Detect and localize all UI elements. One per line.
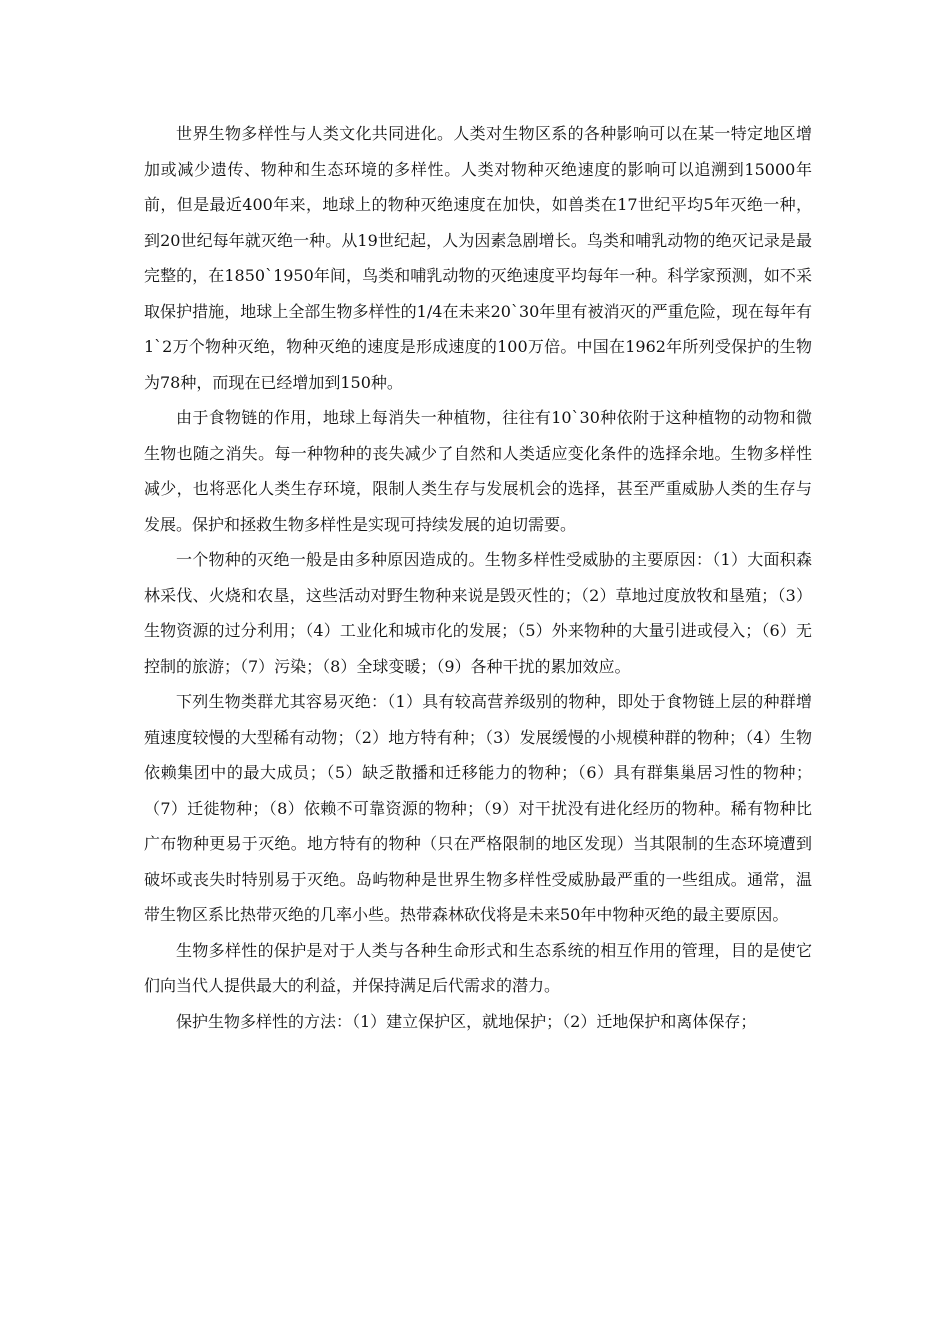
paragraph-6: 保护生物多样性的方法：（1）建立保护区，就地保护；（2）迁地保护和离体保存； bbox=[176, 1011, 757, 1031]
document-body bbox=[144, 116, 812, 1039]
paragraph-5: 生物多样性的保护是对于人类与各种生命形式和生态系统的相互作用的管理，目的是使它们向当代人提供最大的利益，并保持满足后代需求的潜力。 bbox=[144, 940, 812, 995]
paragraph-3: 一个物种的灭绝一般是由多种原因造成的。生物多样性受威胁的主要原因：（1）大面积森林采伐、火烧和农垦，这些活动对野生物种来说是毁灭性的；（2）草地过度放牧和垦殖；（3）生物资源的过分利用；（4）工业化和城市化的发展；（5）外来物种的大量引进或侵入；（6）无控制的旅游；（7）污染；（8）全球变暖；（9）各种干扰的累加效应。 bbox=[144, 550, 812, 676]
paragraph-4: 下列生物类群尤其容易灭绝：（1）具有较高营养级别的物种，即处于食物链上层的种群增殖速度较慢的大型稀有动物；（2）地方特有种；（3）发展缓慢的小规模种群的物种；（4）生物依赖集团中的最大成员；（5）缺乏散播和迁移能力的物种；（6）具有群集巢居习性的物种；（7）迁徙物种；（8）依赖不可靠资源的物种；（9）对干扰没有进化经历的物种。稀有物种比广布物种更易于灭绝。地方特有的物种（只在严格限制的地区发现）当其限制的生态环境遭到破坏或丧失时特别易于灭绝。岛屿物种是世界生物多样性受威胁最严重的一些组成。通常，温带生物区系比热带灭绝的几率小些。热带森林砍伐将是未来50年中物种灭绝的最主要原因。 bbox=[144, 692, 812, 924]
paragraph-1: 世界生物多样性与人类文化共同进化。人类对生物区系的各种影响可以在某一特定地区增加或减少遗传、物种和生态环境的多样性。人类对物种灭绝速度的影响可以追溯到15000年前，但是最近400年来，地球上的物种灭绝速度在加快，如兽类在17世纪平均5年灭绝一种，到20世纪每年就灭绝一种。从19世纪起，人为因素急剧增长。鸟类和哺乳动物的绝灭记录是最完整的，在1850`1950年间，鸟类和哺乳动物的灭绝速度平均每年一种。科学家预测，如不采取保护措施，地球上全部生物多样性的1/4在未来20`30年里有被消灭的严重危险，现在每年有1`2万个物种灭绝，物种灭绝的速度是形成速度的100万倍。中国在1962年所列受保护的生物为78种，而现在已经增加到150种。 bbox=[144, 124, 812, 392]
paragraph-2: 由于食物链的作用，地球上每消失一种植物，往往有10`30种依附于这种植物的动物和微生物也随之消失。每一种物种的丧失减少了自然和人类适应变化条件的选择余地。生物多样性减少，也将恶化人类生存环境，限制人类生存与发展机会的选择，甚至严重威胁人类的生存与发展。保护和拯救生物多样性是实现可持续发展的迫切需要。 bbox=[144, 408, 812, 534]
